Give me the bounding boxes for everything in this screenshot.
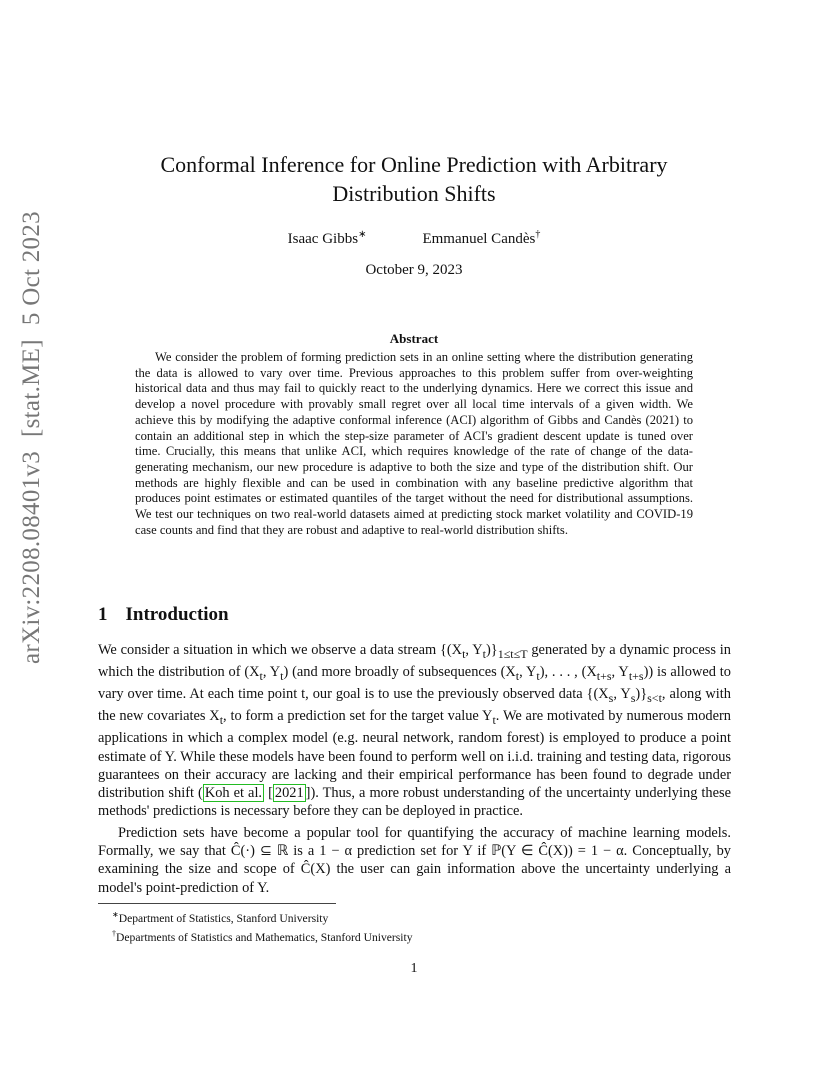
section-heading (98, 604, 229, 626)
arxiv-category: [stat.ME] (18, 339, 45, 437)
author: Isaac Gibbs∗ (287, 229, 367, 247)
arxiv-id: arXiv:2208.08401v3 (18, 450, 45, 664)
section-title: Introduction (125, 604, 229, 625)
citation-year-link[interactable]: 2021 (274, 784, 304, 801)
footnote: †Departments of Statistics and Mathematics, Stanford University (112, 929, 413, 945)
intro-paragraph-2: Prediction sets have become a popular tool for quantifying the accuracy of machine learning models. Formally, we say that Ĉ(·) ⊆ ℝ is a 1 − α prediction set for Y if ℙ(Y ∈ Ĉ(X)) = 1 − α. Conceptually, by examining the size and scope of Ĉ(X) the user can gain information above the uncertainty underlying a model's point-prediction of Y. (98, 825, 731, 896)
paper-title: Conformal Inference for Online Prediction with Arbitrary Distribution Shifts (160, 152, 668, 206)
footnote-divider (98, 903, 336, 904)
footnotes (112, 907, 413, 946)
paper-date: October 9, 2023 (365, 262, 463, 278)
author-list (200, 229, 628, 248)
abstract-text: We consider the problem of forming prediction sets in an online setting where the distribution generating the data is allowed to vary over time. Previous approaches to this problem suffer from over-weighting historical data and thus may fail to quickly react to the underlying dynamics. Here we correct this issue and develop a novel procedure with provably small regret over all local time intervals of a given width. We achieve this by modifying the adaptive conformal inference (ACI) algorithm of Gibbs and Candès (2021) to contain an additional step in which the step-size parameter of ACI's gradient descent update is tuned over time. Crucially, this means that unlike ACI, which requires knowledge of the rate of change of the data-generating mechanism, our new procedure is adaptive to both the size and type of the distribution shift. Our methods are highly flexible and can be used in combination with any baseline predictive algorithm that produces point estimates or estimated quantiles of the target without the need for distributional assumptions. We test our techniques on two real-world datasets aimed at predicting stock market volatility and COVID-19 case counts and find that they are robust and adaptive to real-world distribution shifts. (135, 350, 693, 537)
abstract-heading: Abstract (389, 331, 439, 346)
page-number: 1 (410, 961, 418, 976)
arxiv-date: 5 Oct 2023 (18, 211, 45, 326)
footnote: ∗Department of Statistics, Stanford University (112, 910, 329, 925)
author: Emmanuel Candès† (422, 229, 541, 247)
citation-link[interactable]: Koh et al. (204, 784, 263, 801)
arxiv-watermark (18, 211, 58, 664)
intro-paragraph-1: We consider a situation in which we observe a data stream {($X_t$, $Y_t)\}_{1\le t\le T}$ generated by a dynamic process in which the distribution of ($X_t$, $Y_t$) (and more broadly of subsequences ($X_t$, $Y_t$), . . . , ($X_{t+s}$, $Y_{t+s}$)) is allowed to vary over time. At each time point t, our goal is to use the previously observed data {($X_s$, $Y_s)\}_{s<t}$, along with the new covariates $X_t$, to form a prediction set for the target value $Y_t$. We are motivated by numerous modern applications in which a complex model (e.g. neural network, random forest) is employed to produce a point estimate of Y. While these models have been found to perform well on i.i.d. training and testing data, rigorous guarantees on their accuracy are lacking and their empirical performance has been found to degrade under distribution shift ( Koh et al. [ 2021 ]). Thus, a more robust understanding of the uncertainty underlying these methods' predictions is necessary before they can be deployed in practice. (98, 642, 731, 820)
section-number: 1 (98, 604, 108, 625)
